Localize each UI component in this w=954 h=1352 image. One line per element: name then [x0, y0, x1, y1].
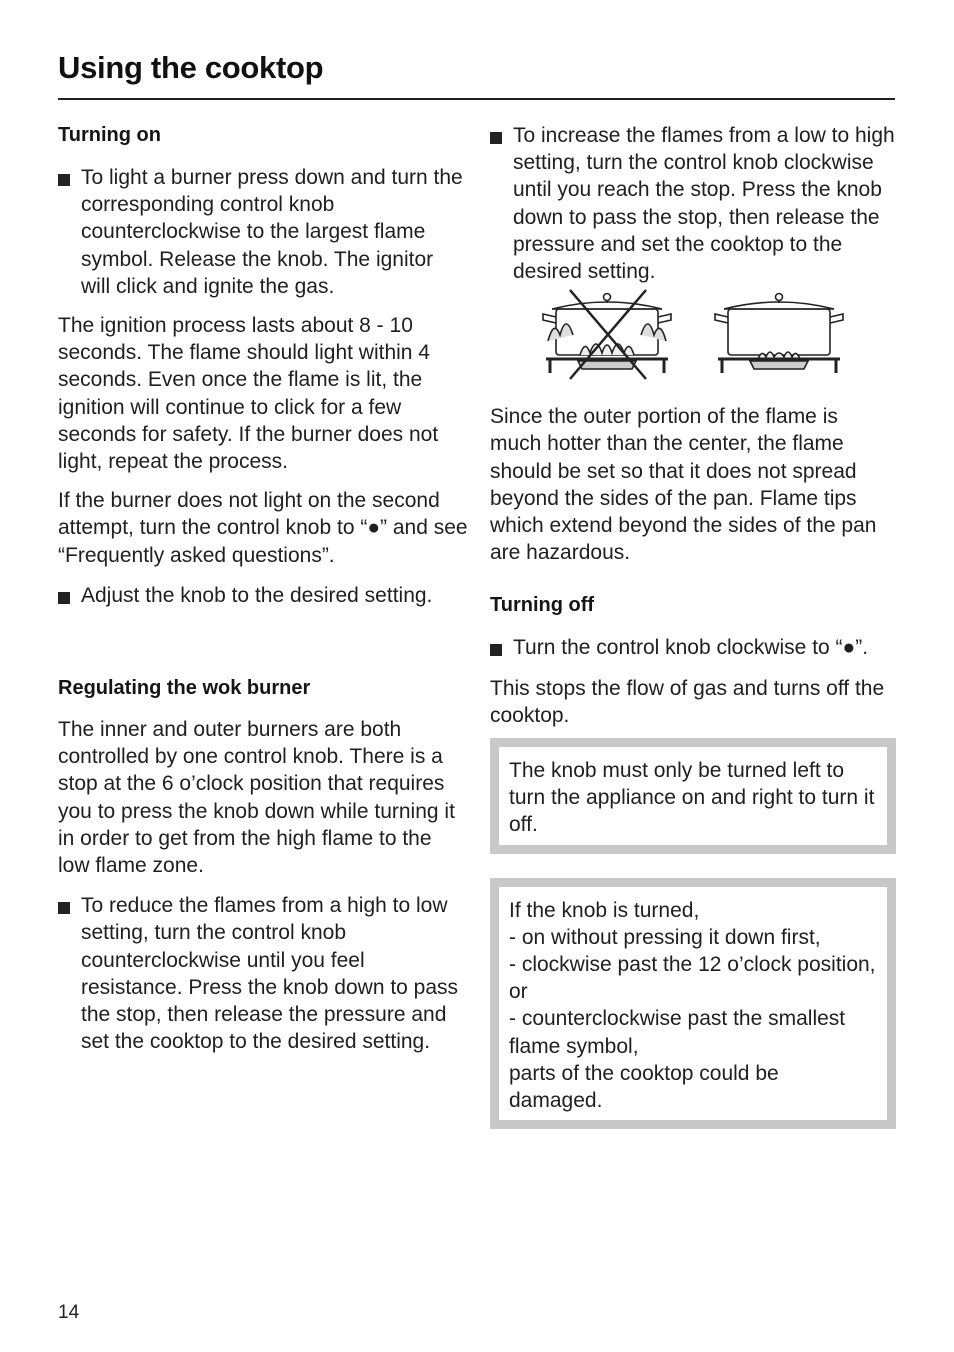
increase-flames-bullet: [490, 122, 895, 285]
note-line: If the knob is turned,: [509, 898, 700, 922]
bullet-text: To light a burner press down and turn the corresponding control knob counterclockwise to the largest flame symbol. Release the knob. The ignitor will click and ignite the gas.: [81, 166, 463, 298]
bullet-square-icon: [58, 592, 70, 604]
turning-off-heading: Turning off: [490, 594, 595, 617]
turning-off-bullet: [490, 634, 895, 661]
bullet-square-icon: [490, 132, 502, 144]
pot-flames-correct-icon: [715, 294, 843, 374]
note-text: The knob must only be turned left to turn the appliance on and right to turn it off.: [509, 759, 875, 837]
note-line: parts of the cooktop could be damaged.: [509, 1061, 779, 1113]
damage-warning-note: [490, 878, 896, 1130]
note-line: - on without pressing it down first,: [509, 925, 821, 949]
note-line: - counterclockwise past the smallest flame symbol,: [509, 1007, 846, 1058]
wok-bullet-reduce: [58, 892, 468, 1055]
turning-on-bullet-adjust: [58, 582, 468, 609]
bullet-text: Turn the control knob clockwise to “●”.: [513, 636, 869, 660]
left-column: [58, 122, 468, 1055]
wok-burner-paragraph: The inner and outer burners are both controlled by one control knob. There is a stop at the 6 o’clock position that requires you to press the knob down while turning it in order to get from the high flame to the low flame zone.: [58, 718, 455, 878]
title-divider: [58, 98, 895, 100]
bullet-square-icon: [490, 644, 502, 656]
bullet-square-icon: [58, 902, 70, 914]
right-column: [490, 122, 895, 1129]
wok-burner-heading: Regulating the wok burner: [58, 677, 311, 700]
bullet-text: To reduce the flames from a high to low setting, turn the control knob counterclockwise until you feel resistance. Press the knob down to pass the stop, then release the pressure and set the cooktop to the desired setting.: [81, 894, 459, 1054]
flame-size-illustration: [540, 289, 845, 381]
turning-on-heading: Turning on: [58, 124, 161, 146]
pot-flames-too-large-crossed-icon: [543, 290, 671, 379]
knob-direction-note: [490, 738, 896, 854]
bullet-text: Adjust the knob to the desired setting.: [81, 583, 433, 607]
note-line: - clockwise past the 12 o’clock position, or: [509, 953, 876, 1004]
turning-off-paragraph: This stops the flow of gas and turns off the cooktop.: [490, 676, 885, 727]
page-title: Using the cooktop: [58, 50, 324, 85]
turning-on-bullet-light: [58, 164, 468, 300]
flame-heat-paragraph: Since the outer portion of the flame is much hotter than the center, the flame should be set so that it does not spread beyond the sides of the pan. Flame tips which extend beyond the sides of the pan are hazardous.: [490, 405, 877, 565]
ignition-paragraph: The ignition process lasts about 8 - 10 seconds. The flame should light within 4 seconds. Even once the flame is lit, the ignition will continue to click for a few seconds for safety. If the burner does not light, repeat the process.: [58, 314, 439, 474]
bullet-text: To increase the flames from a low to high setting, turn the control knob clockwise until you reach the stop. Press the knob down to pass the stop, then release the pressure and set the cooktop to the desired setting.: [513, 124, 895, 284]
second-attempt-paragraph: If the burner does not light on the second attempt, turn the control knob to “●” and see “Frequently asked questions”.: [58, 489, 468, 567]
page-number: 14: [58, 1302, 80, 1323]
bullet-square-icon: [58, 174, 70, 186]
